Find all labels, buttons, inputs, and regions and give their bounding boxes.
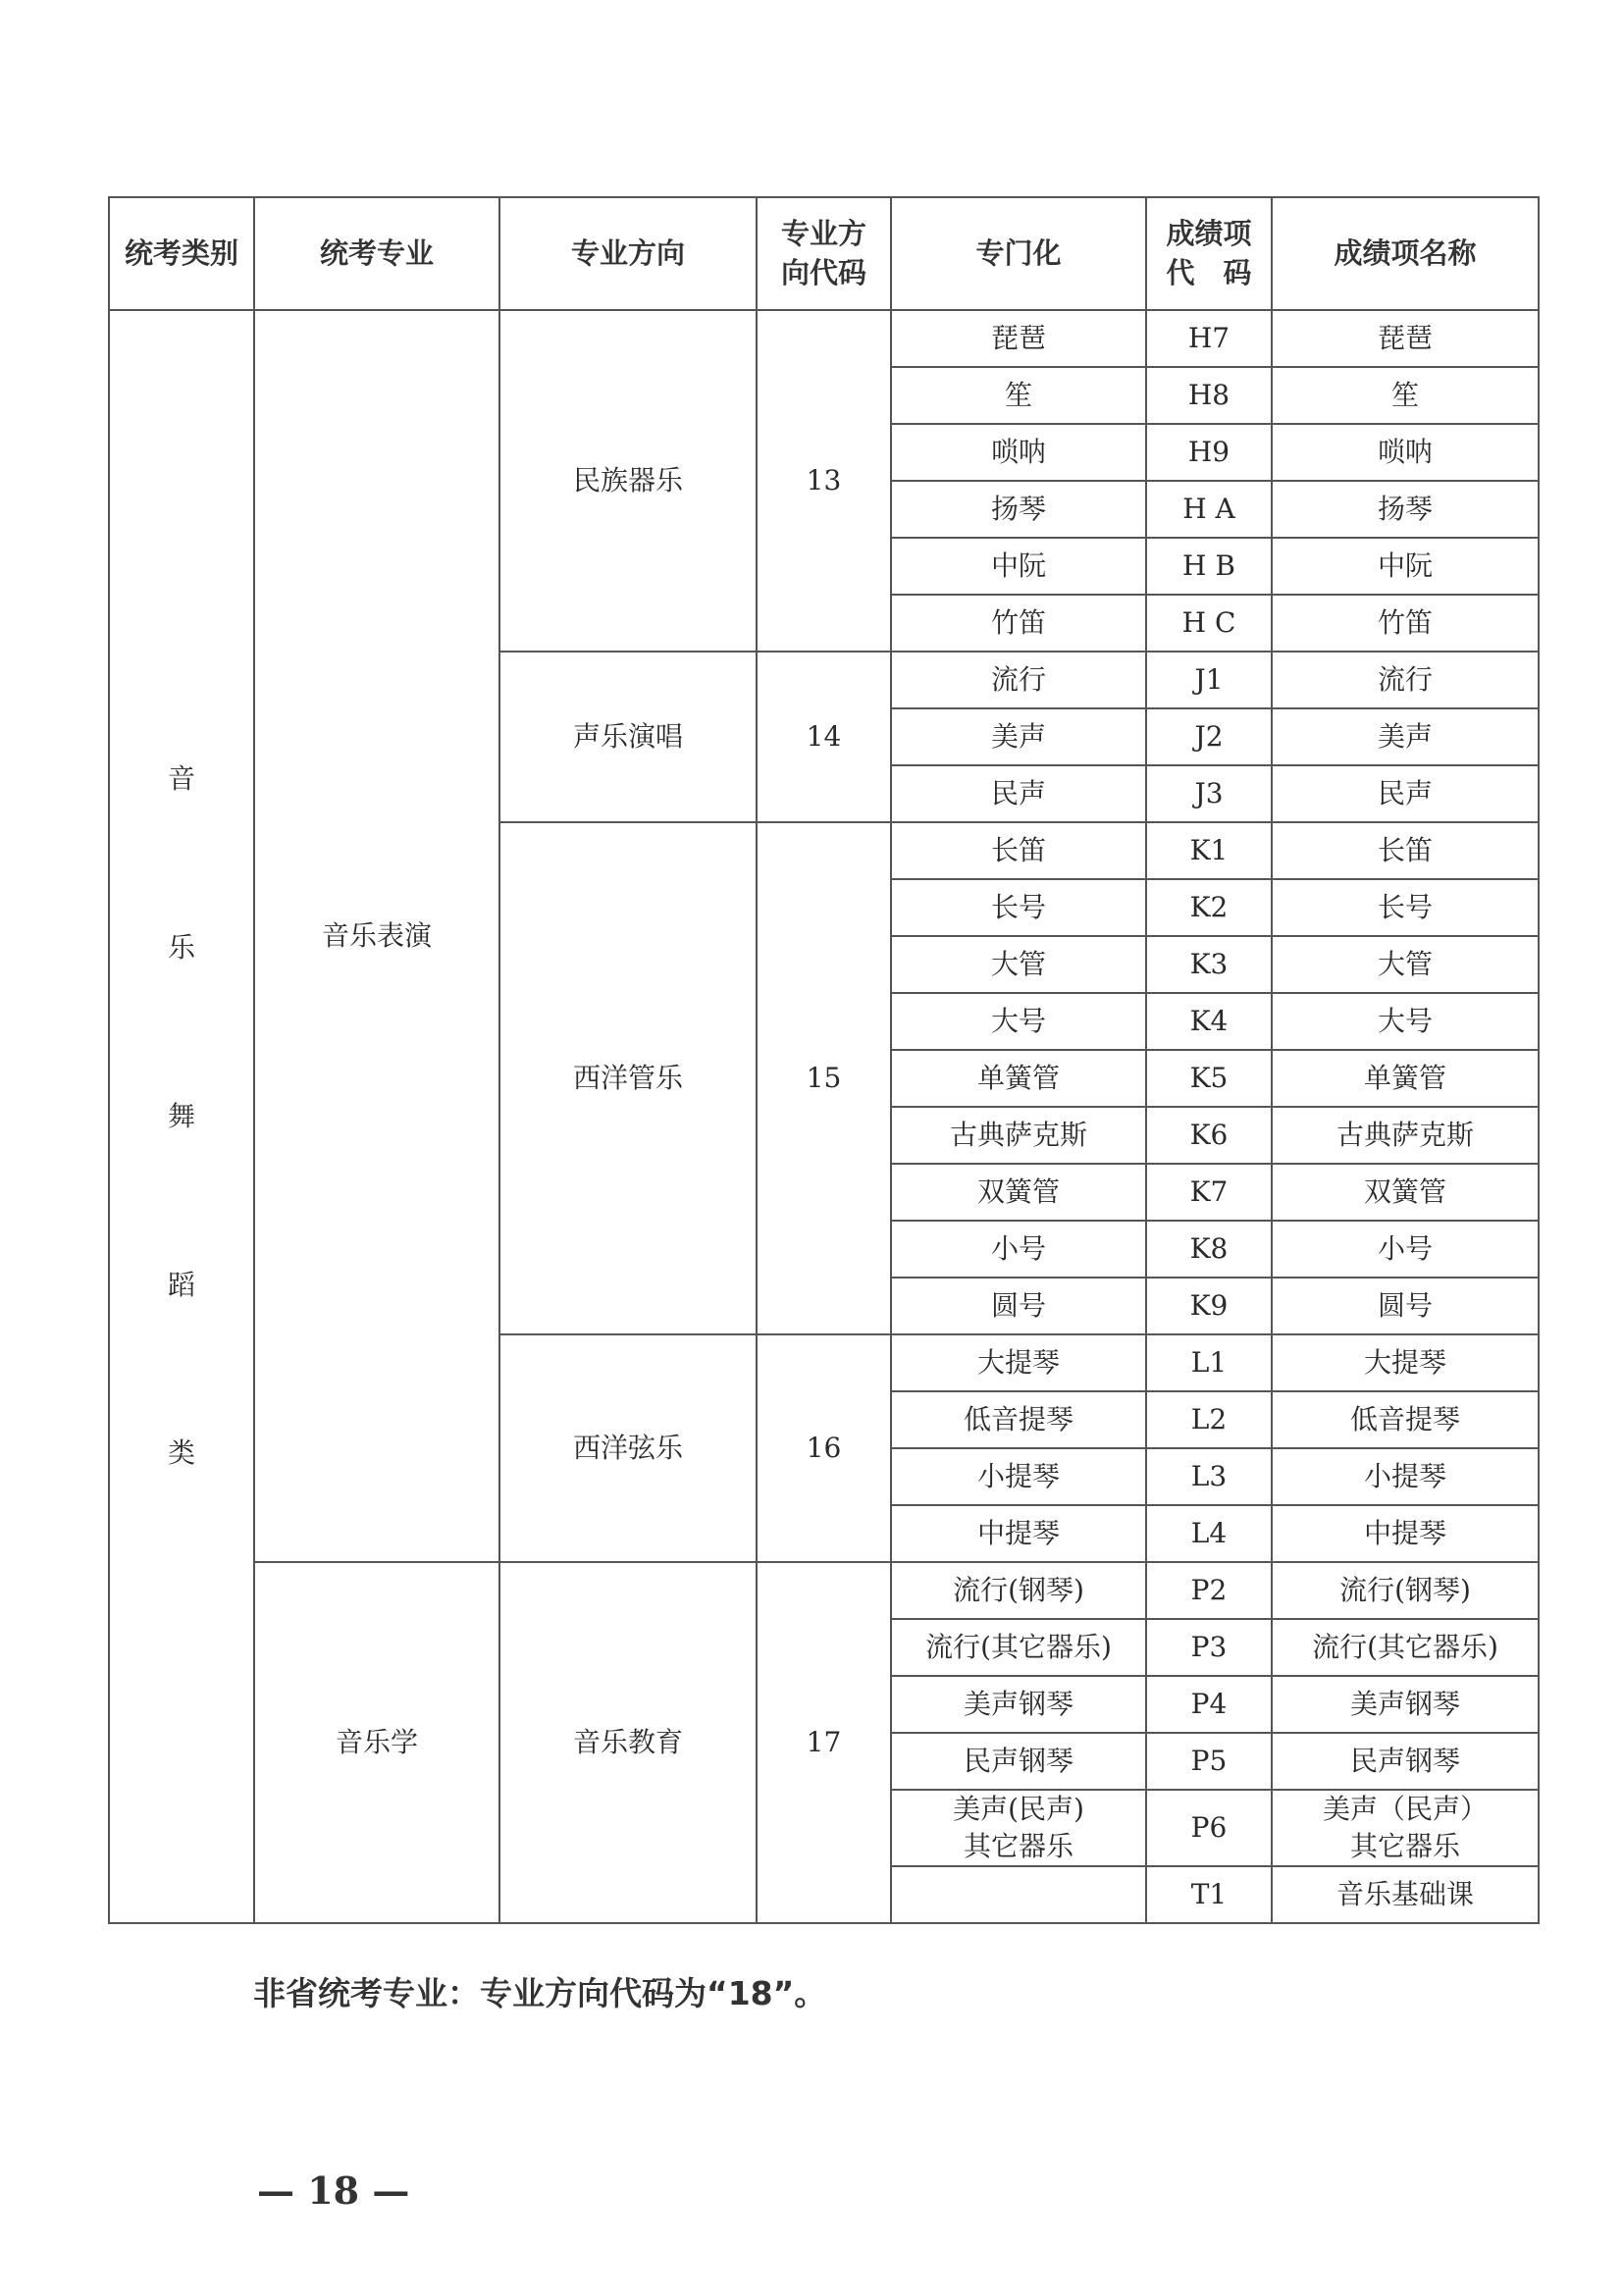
score-name-cell: 小提琴	[1272, 1448, 1539, 1505]
category-cell	[109, 310, 254, 1923]
header-category: 统考类别	[109, 197, 254, 310]
score-name-cell: 美声（民声） 其它器乐	[1272, 1790, 1539, 1866]
specialization-cell: 流行(其它器乐)	[891, 1619, 1146, 1676]
score-code-cell: K4	[1146, 993, 1272, 1050]
specialization-cell: 圆号	[891, 1278, 1146, 1334]
score-name-cell: 低音提琴	[1272, 1391, 1539, 1448]
score-name-cell: 古典萨克斯	[1272, 1107, 1539, 1164]
category-char: 音	[167, 762, 195, 796]
direction-code-cell: 14	[757, 652, 891, 822]
score-code-cell: P2	[1146, 1562, 1272, 1619]
score-code-cell: T1	[1146, 1866, 1272, 1923]
specialization-cell: 古典萨克斯	[891, 1107, 1146, 1164]
score-code-cell: H9	[1146, 424, 1272, 481]
direction-cell: 音乐教育	[499, 1562, 757, 1923]
specialization-cell: 长笛	[891, 822, 1146, 879]
score-code-cell: H8	[1146, 367, 1272, 424]
specialization-cell: 大号	[891, 993, 1146, 1050]
specialization-cell: 美声钢琴	[891, 1676, 1146, 1733]
direction-cell: 西洋弦乐	[499, 1334, 757, 1562]
score-name-cell: 流行(钢琴)	[1272, 1562, 1539, 1619]
specialization-cell: 小提琴	[891, 1448, 1146, 1505]
score-name-cell: 大号	[1272, 993, 1539, 1050]
score-name-cell: 大管	[1272, 936, 1539, 993]
table-header-row	[109, 197, 1539, 310]
category-char: 舞	[167, 1099, 195, 1132]
score-name-cell: 流行	[1272, 652, 1539, 708]
score-name-cell: 美声	[1272, 708, 1539, 765]
score-code-cell: P5	[1146, 1733, 1272, 1790]
score-code-cell: K7	[1146, 1164, 1272, 1221]
major-cell: 音乐学	[254, 1562, 499, 1923]
specialization-cell: 笙	[891, 367, 1146, 424]
score-code-cell: H7	[1146, 310, 1272, 367]
specialization-cell: 流行(钢琴)	[891, 1562, 1146, 1619]
score-code-cell: K9	[1146, 1278, 1272, 1334]
table-row	[109, 1562, 1539, 1619]
score-name-cell: 琵琶	[1272, 310, 1539, 367]
header-major: 统考专业	[254, 197, 499, 310]
score-code-cell: L4	[1146, 1505, 1272, 1562]
direction-code-cell: 17	[757, 1562, 891, 1923]
specialization-cell: 长号	[891, 879, 1146, 936]
specialization-cell: 中阮	[891, 538, 1146, 595]
score-name-cell: 唢呐	[1272, 424, 1539, 481]
specialization-cell: 中提琴	[891, 1505, 1146, 1562]
specialization-cell	[891, 1866, 1146, 1923]
category-char: 乐	[167, 931, 195, 965]
specialization-cell: 大提琴	[891, 1334, 1146, 1391]
score-name-cell: 大提琴	[1272, 1334, 1539, 1391]
score-code-cell: K6	[1146, 1107, 1272, 1164]
score-code-cell: L3	[1146, 1448, 1272, 1505]
score-code-cell: K5	[1146, 1050, 1272, 1107]
specialization-cell: 唢呐	[891, 424, 1146, 481]
score-code-cell: P3	[1146, 1619, 1272, 1676]
score-name-cell: 长号	[1272, 879, 1539, 936]
exam-code-table	[108, 196, 1540, 1924]
score-code-cell: P4	[1146, 1676, 1272, 1733]
score-name-cell: 流行(其它器乐)	[1272, 1619, 1539, 1676]
score-name-cell: 圆号	[1272, 1278, 1539, 1334]
page-number: — 18 —	[257, 2168, 410, 2213]
score-name-cell: 民声钢琴	[1272, 1733, 1539, 1790]
specialization-cell: 竹笛	[891, 595, 1146, 652]
header-specialization: 专门化	[891, 197, 1146, 310]
score-name-cell: 音乐基础课	[1272, 1866, 1539, 1923]
direction-cell: 西洋管乐	[499, 822, 757, 1334]
score-name-cell: 中阮	[1272, 538, 1539, 595]
specialization-cell: 双簧管	[891, 1164, 1146, 1221]
score-code-cell: P6	[1146, 1790, 1272, 1866]
specialization-cell: 单簧管	[891, 1050, 1146, 1107]
specialization-cell: 民声钢琴	[891, 1733, 1146, 1790]
score-code-cell: K2	[1146, 879, 1272, 936]
direction-cell: 声乐演唱	[499, 652, 757, 822]
header-score-code: 成绩项 代 码	[1146, 197, 1272, 310]
score-code-cell: H B	[1146, 538, 1272, 595]
score-code-cell: K3	[1146, 936, 1272, 993]
specialization-cell: 美声(民声) 其它器乐	[891, 1790, 1146, 1866]
score-name-cell: 单簧管	[1272, 1050, 1539, 1107]
score-name-cell: 民声	[1272, 765, 1539, 822]
specialization-cell: 扬琴	[891, 481, 1146, 538]
header-direction: 专业方向	[499, 197, 757, 310]
header-score-name: 成绩项名称	[1272, 197, 1539, 310]
score-code-cell: K1	[1146, 822, 1272, 879]
score-code-cell: L2	[1146, 1391, 1272, 1448]
header-direction-code: 专业方 向代码	[757, 197, 891, 310]
score-code-cell: L1	[1146, 1334, 1272, 1391]
score-name-cell: 小号	[1272, 1221, 1539, 1278]
score-code-cell: K8	[1146, 1221, 1272, 1278]
score-code-cell: J2	[1146, 708, 1272, 765]
score-name-cell: 双簧管	[1272, 1164, 1539, 1221]
table-row	[109, 310, 1539, 367]
specialization-cell: 小号	[891, 1221, 1146, 1278]
score-code-cell: H A	[1146, 481, 1272, 538]
score-name-cell: 美声钢琴	[1272, 1676, 1539, 1733]
score-name-cell: 扬琴	[1272, 481, 1539, 538]
direction-code-cell: 16	[757, 1334, 891, 1562]
score-code-cell: J3	[1146, 765, 1272, 822]
direction-cell: 民族器乐	[499, 310, 757, 652]
specialization-cell: 美声	[891, 708, 1146, 765]
score-name-cell: 长笛	[1272, 822, 1539, 879]
footnote: 非省统考专业：专业方向代码为“18”。	[253, 1974, 827, 2012]
score-name-cell: 中提琴	[1272, 1505, 1539, 1562]
specialization-cell: 流行	[891, 652, 1146, 708]
direction-code-cell: 15	[757, 822, 891, 1334]
major-cell: 音乐表演	[254, 310, 499, 1562]
score-name-cell: 笙	[1272, 367, 1539, 424]
category-char: 类	[167, 1436, 195, 1470]
specialization-cell: 民声	[891, 765, 1146, 822]
direction-code-cell: 13	[757, 310, 891, 652]
specialization-cell: 琵琶	[891, 310, 1146, 367]
category-char: 蹈	[167, 1268, 195, 1301]
specialization-cell: 低音提琴	[891, 1391, 1146, 1448]
score-name-cell: 竹笛	[1272, 595, 1539, 652]
score-code-cell: H C	[1146, 595, 1272, 652]
specialization-cell: 大管	[891, 936, 1146, 993]
score-code-cell: J1	[1146, 652, 1272, 708]
